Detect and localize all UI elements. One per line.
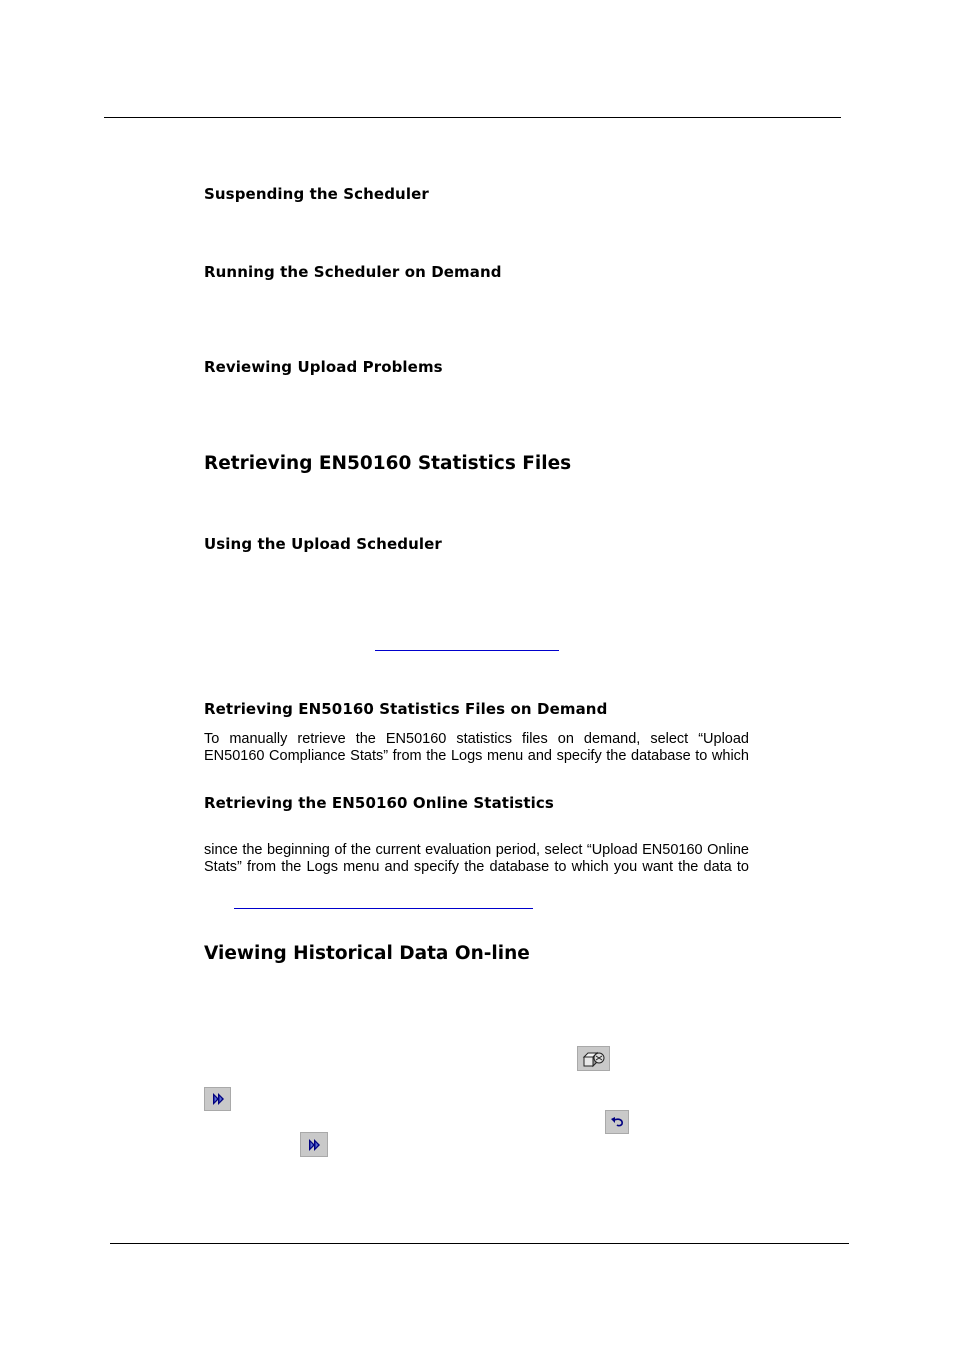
footer-rule: [110, 1243, 849, 1244]
section-title-retrieving-statistics: Retrieving EN50160 Statistics Files: [204, 453, 572, 474]
paragraph-on-demand: [204, 731, 749, 764]
header-rule: [104, 117, 841, 118]
paragraph-online-statistics: [204, 842, 749, 875]
fast-forward-button[interactable]: [300, 1132, 328, 1157]
paragraph-line: Stats” from the Logs menu and specify the database to which you want the data to: [204, 858, 749, 875]
undo-button[interactable]: [605, 1110, 629, 1134]
paragraph-line: since the beginning of the current evaluation period, select “Upload EN50160 Online: [204, 842, 749, 858]
section-title-viewing-historical-data: Viewing Historical Data On-line: [204, 943, 530, 964]
poll-icon: [581, 1049, 607, 1069]
paragraph-line: To manually retrieve the EN50160 statistics files on demand, select “Upload: [204, 731, 749, 747]
heading-reviewing-upload-problems: Reviewing Upload Problems: [204, 358, 443, 376]
hyperlink[interactable]: [375, 650, 559, 651]
fast-forward-button[interactable]: [204, 1087, 231, 1111]
paragraph-line: EN50160 Compliance Stats” from the Logs menu and specify the database to which: [204, 747, 749, 764]
fast-forward-icon: [210, 1091, 226, 1107]
heading-retrieving-files-on-demand: Retrieving EN50160 Statistics Files on Demand: [204, 700, 608, 718]
heading-retrieving-online-statistics: Retrieving the EN50160 Online Statistics: [204, 794, 554, 812]
fast-forward-icon: [306, 1137, 322, 1153]
undo-icon: [609, 1115, 625, 1129]
heading-suspending-scheduler: Suspending the Scheduler: [204, 185, 429, 203]
heading-running-scheduler-on-demand: Running the Scheduler on Demand: [204, 263, 502, 281]
poll-button[interactable]: [577, 1046, 610, 1071]
heading-using-upload-scheduler: Using the Upload Scheduler: [204, 535, 442, 553]
hyperlink[interactable]: [234, 908, 533, 909]
